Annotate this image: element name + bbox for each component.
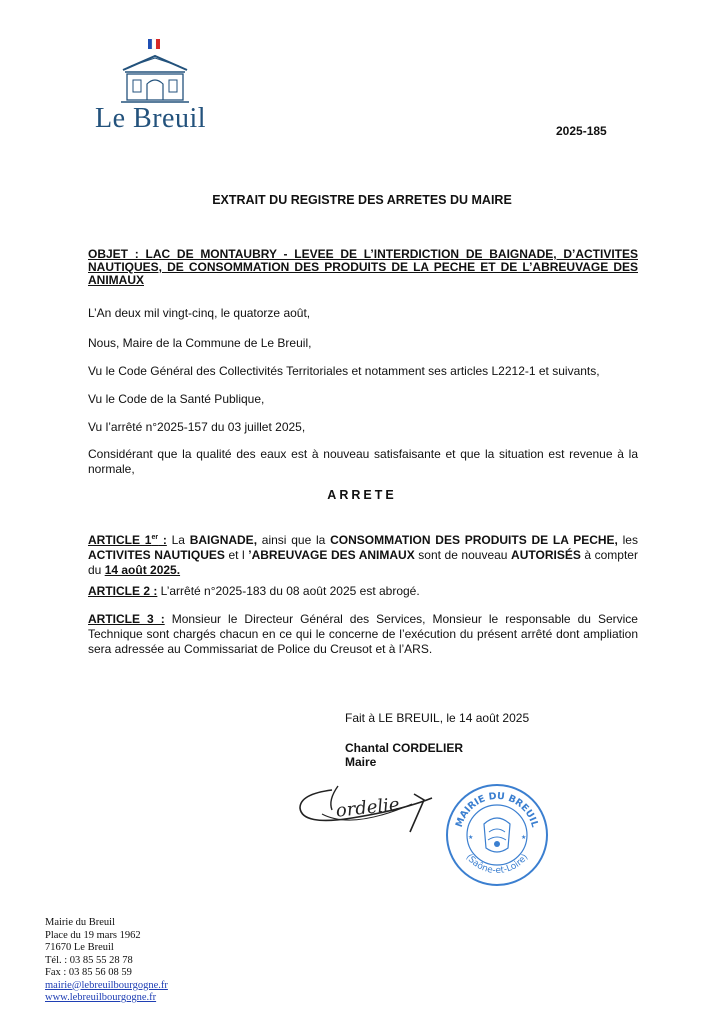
preamble-mayor: Nous, Maire de la Commune de Le Breuil,	[88, 336, 312, 350]
official-stamp-icon	[444, 782, 550, 888]
footer-tel: Tél. : 03 85 55 28 78	[45, 954, 133, 966]
register-title: EXTRAIT DU REGISTRE DES ARRETES DU MAIRE	[212, 193, 512, 207]
town-logo-text: Le Breuil	[95, 103, 207, 134]
handwritten-signature	[292, 770, 444, 840]
signatory-title: Maire	[345, 755, 377, 769]
place-and-date: Fait à LE BREUIL, le 14 août 2025	[345, 711, 530, 725]
article-3-label: ARTICLE 3 :	[88, 612, 165, 626]
footer-address	[45, 917, 168, 1005]
article-3: ARTICLE 3 : Monsieur le Directeur Général des Services, Monsieur le responsable du Service Technique sont chargés chacun en ce qui le concerne de l’exécution du présent arrêté dont ampliation sera adressée au Commissariat de Police du Creusot et à l’ARS.	[88, 612, 638, 656]
svg-text:★: ★	[468, 835, 474, 841]
preamble-arrete-ref: Vu l’arrêté n°2025-157 du 03 juillet 2025,	[88, 420, 306, 434]
preamble-code-sante: Vu le Code de la Santé Publique,	[88, 392, 265, 406]
footer-line-2: Place du 19 mars 1962	[45, 929, 141, 941]
svg-text:(Saône-et-Loire): (Saône-et-Loire)	[463, 852, 531, 877]
svg-text:ordelie: ordelie	[334, 794, 401, 822]
decree-reference-number: 2025-185	[556, 124, 607, 138]
preamble-date: L’An deux mil vingt-cinq, le quatorze août,	[88, 306, 311, 320]
decree-subject: OBJET : LAC DE MONTAUBRY - LEVEE DE L’INTERDICTION DE BAIGNADE, D’ACTIVITES NAUTIQUES, DE CONSOMMATION DES PRODUITS DE LA PECHE ET DE L’ABREUVAGE DES ANIMAUX	[88, 247, 638, 287]
footer-email-link[interactable]: mairie@lebreuilbourgogne.fr	[45, 979, 168, 991]
footer-line-3: 71670 Le Breuil	[45, 942, 114, 953]
preamble-considerant: Considérant que la qualité des eaux est à nouveau satisfaisante et que la situation est revenue à la normale,	[88, 447, 638, 476]
svg-text:★: ★	[521, 835, 527, 841]
article-1: ARTICLE 1er : La BAIGNADE, ainsi que la CONSOMMATION DES PRODUITS DE LA PECHE, les ACTIVITES NAUTIQUES et l ’ABREUVAGE DES ANIMAUX sont de nouveau AUTORISÉS à compter du 14 août 2025.	[88, 533, 638, 577]
signatory-name: Chantal CORDELIER	[345, 741, 464, 755]
article-1-label: ARTICLE 1er :	[88, 533, 167, 547]
preamble-code-collectivites: Vu le Code Général des Collectivités Territoriales et notamment ses articles L2212-1 et suivants,	[88, 364, 600, 378]
footer-line-1: Mairie du Breuil	[45, 917, 115, 928]
footer-website-link[interactable]: www.lebreuilbourgogne.fr	[45, 992, 157, 1003]
svg-text:MAIRIE DU BREUIL: MAIRIE DU BREUIL	[453, 790, 541, 829]
article-2-label: ARTICLE 2 :	[88, 584, 158, 598]
arrete-heading: ARRETE	[327, 488, 397, 502]
article-2: ARTICLE 2 : L’arrêté n°2025-183 du 08 août 2025 est abrogé.	[88, 584, 420, 598]
footer-fax: Fax : 03 85 56 08 59	[45, 967, 132, 978]
